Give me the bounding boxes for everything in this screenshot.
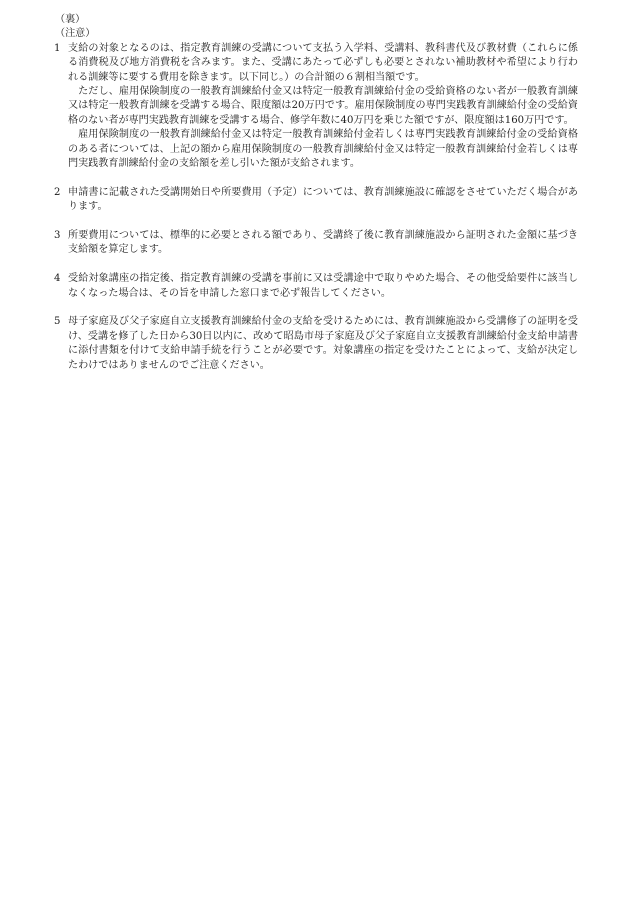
spacer <box>54 301 578 315</box>
notes-heading: （注意） <box>55 28 96 40</box>
note-body <box>68 272 578 301</box>
note-body <box>68 42 578 172</box>
note-paragraph: ただし、雇用保険制度の一般教育訓練給付金又は特定一般教育訓練給付金の受給資格のない者が一般教育訓練又は特定一般教育訓練を受講する場合、限度額は20万円です。雇用保険制度の専門実践教育訓練給付金の受給資格のない者が専門実践教育訓練を受講する場合、修学年数に40万円を乗じた額ですが、限度額は160万円です。 <box>68 86 578 126</box>
spacer <box>54 171 578 185</box>
note-paragraph: 雇用保険制度の一般教育訓練給付金又は特定一般教育訓練給付金若しくは専門実践教育訓練給付金の受給資格のある者については、上記の額から雇用保険制度の一般教育訓練給付金又は特定一般教育訓練給付金若しくは専門実践教育訓練給付金の支給額を差し引いた額が支給されます。 <box>68 129 578 170</box>
note-body <box>68 229 578 258</box>
note-item-5 <box>54 315 578 373</box>
note-number: 2 <box>54 186 61 198</box>
spacer <box>54 215 578 229</box>
note-paragraph: 申請書に記載された受講開始日や所要費用（予定）については、教育訓練施設に確認をさせていただく場合があります。 <box>68 186 578 213</box>
note-paragraph: 支給の対象となるのは、指定教育訓練の受講について支払う入学料、受講料、教科書代及び教材費（これらに係る消費税及び地方消費税を含みます。また、受講にあたって必ずしも必要とされない補助教材や希望により行われる訓練等に要する費用を除きます。以下同じ。）の合計額の６割相当額です。 <box>68 42 578 83</box>
note-item-3 <box>54 229 578 258</box>
note-paragraph: 受給対象講座の指定後、指定教育訓練の受講を事前に又は受講途中で取りやめた場合、その他受給要件に該当しなくなった場合は、その旨を申請した窓口まで必ず報告してください。 <box>68 273 578 299</box>
note-body <box>68 186 578 215</box>
note-number: 5 <box>54 316 61 328</box>
note-item-1 <box>54 42 578 172</box>
spacer <box>54 258 578 272</box>
note-number: 3 <box>54 230 61 242</box>
note-item-4 <box>54 272 578 301</box>
note-paragraph: 所要費用については、標準的に必要とされる額であり、受講終了後に教育訓練施設から証明された金額に基づき支給額を算定します。 <box>68 230 578 256</box>
note-paragraph: 母子家庭及び父子家庭自立支援教育訓練給付金の支給を受けるためには、教育訓練施設から受講修了の証明を受け、受講を修了した日から30日以内に、改めて昭島市母子家庭及び父子家庭自立支援教育訓練給付金支給申請書に添付書類を付けて支給申請手続を行うことが必要です。対象講座の指定を受けたことによって、支給が決定したわけではありませんのでご注意ください。 <box>68 316 578 371</box>
note-body <box>68 315 578 373</box>
page-side-label: （裏） <box>55 14 86 25</box>
note-number: 1 <box>54 42 61 54</box>
note-number: 4 <box>54 273 61 285</box>
note-item-2 <box>54 186 578 215</box>
